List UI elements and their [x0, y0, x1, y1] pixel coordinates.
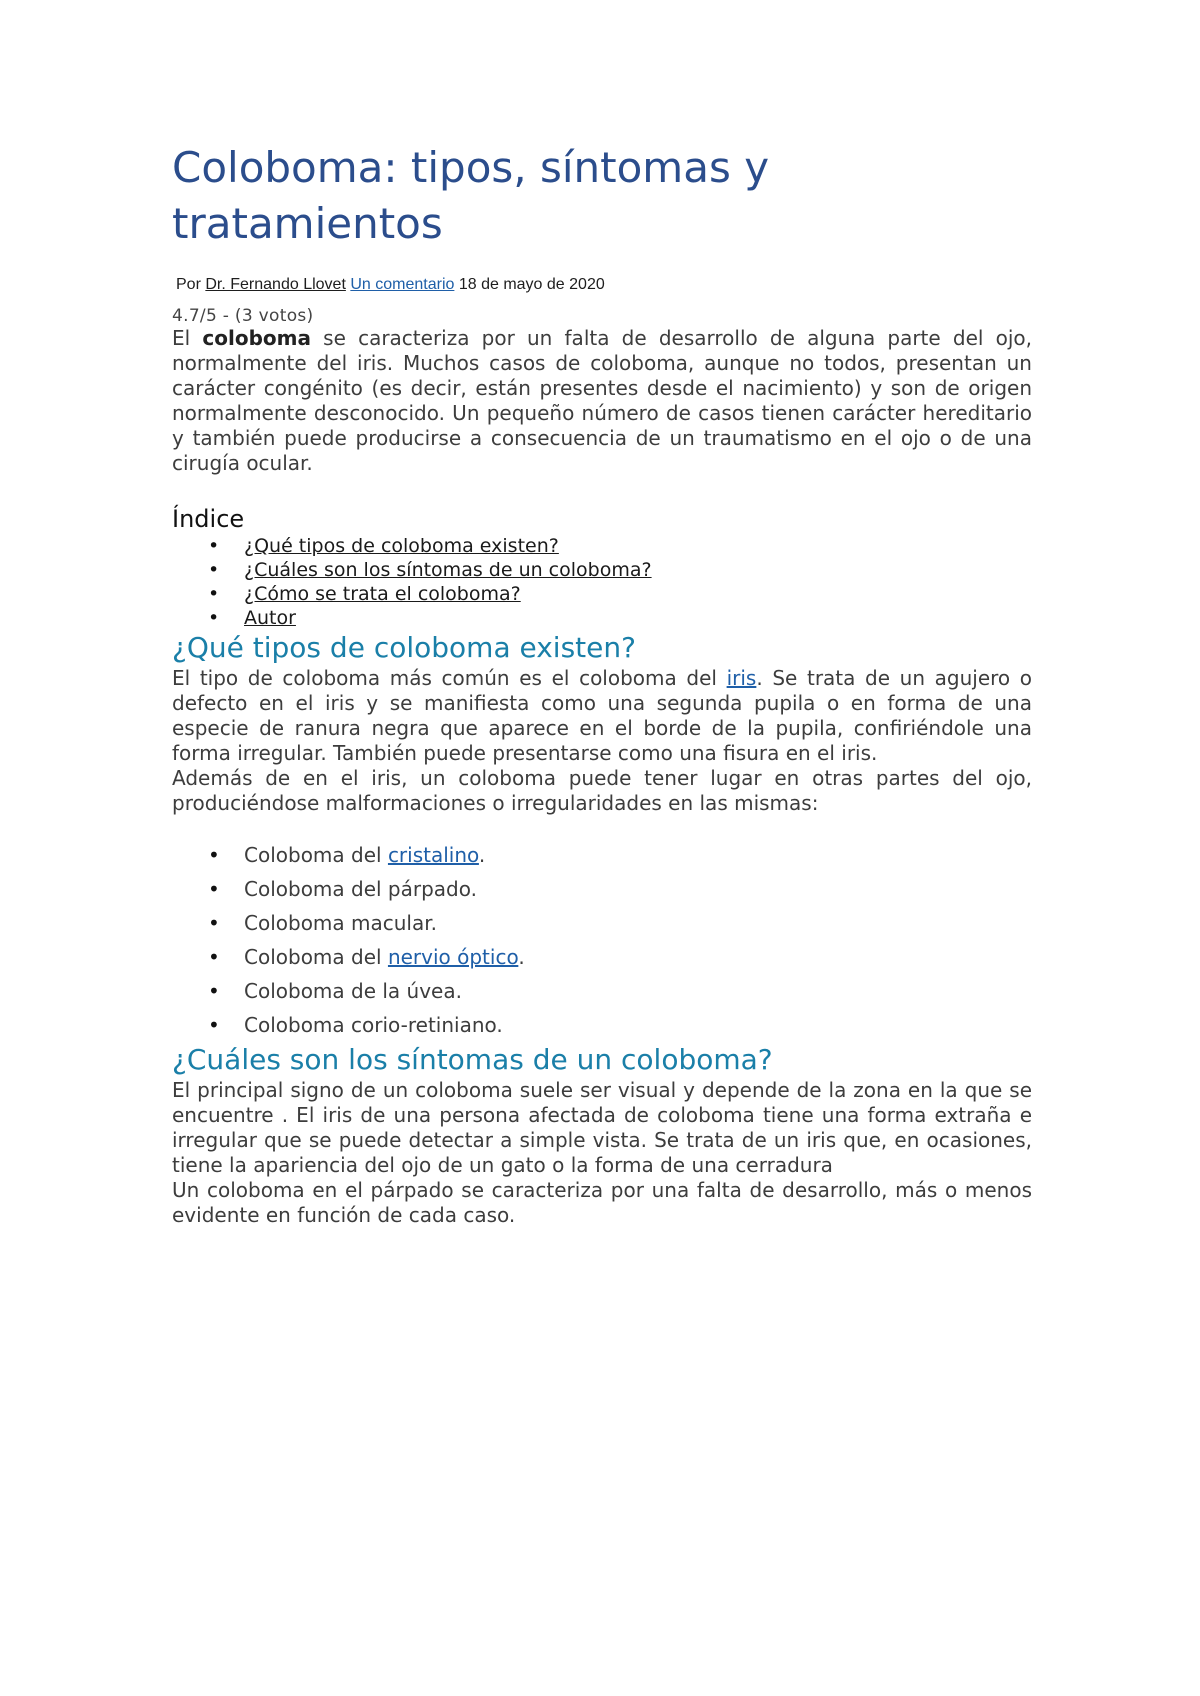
article-title: Coloboma: tipos, síntomas y tratamientos	[172, 143, 770, 248]
list-item	[244, 1008, 1032, 1042]
toc-link-tipos[interactable]: ¿Qué tipos de coloboma existen?	[244, 535, 559, 557]
intro-bold-term: coloboma	[202, 326, 311, 350]
list-item-suffix: .	[478, 843, 486, 867]
article	[172, 140, 1032, 1228]
table-of-contents	[172, 534, 1032, 630]
tipos-paragraph-2: Además de en el iris, un coloboma puede tener lugar en otras partes del ojo, produciéndose malformaciones o irregularidades en las mismas:	[172, 766, 1032, 815]
sintomas-paragraph-2: Un coloboma en el párpado se caracteriza por una falta de desarrollo, más o menos evidente en función de cada caso.	[172, 1178, 1032, 1227]
author-link[interactable]: Dr. Fernando Llovet	[205, 276, 346, 293]
by-label: Por	[176, 276, 201, 293]
toc-item	[244, 558, 1032, 582]
list-item-text: Coloboma corio-retiniano.	[244, 1013, 503, 1037]
cristalino-link[interactable]: cristalino	[387, 843, 479, 867]
toc-item	[244, 534, 1032, 558]
tipos-p1-before: El tipo de coloboma más común es el coloboma del	[172, 666, 717, 690]
toc-link-autor[interactable]: Autor	[244, 607, 296, 629]
article-meta	[176, 276, 1032, 294]
list-item-text: Coloboma del	[244, 945, 382, 969]
list-item	[244, 974, 1032, 1008]
list-item	[244, 838, 1032, 872]
section-heading-tipos: ¿Qué tipos de coloboma existen?	[172, 631, 636, 664]
toc-link-sintomas[interactable]: ¿Cuáles son los síntomas de un coloboma?	[244, 559, 652, 581]
iris-link[interactable]: iris	[726, 666, 757, 690]
intro-paragraph	[172, 326, 1032, 476]
comments-link[interactable]: Un comentario	[350, 276, 455, 293]
toc-item	[244, 606, 1032, 630]
list-item	[244, 906, 1032, 940]
list-item-text: Coloboma del párpado.	[244, 877, 477, 901]
coloboma-types-list	[172, 838, 1032, 1042]
list-item-text: Coloboma macular.	[244, 911, 437, 935]
toc-item	[244, 582, 1032, 606]
intro-lead: El	[172, 326, 191, 350]
list-item-suffix: .	[518, 945, 525, 969]
list-item-text: Coloboma de la úvea.	[244, 979, 462, 1003]
publish-date: 18 de mayo de 2020	[458, 276, 605, 293]
nervio-optico-link[interactable]: nervio óptico	[387, 945, 519, 969]
toc-link-tratamiento[interactable]: ¿Cómo se trata el coloboma?	[244, 583, 521, 605]
tipos-p1-after: . Se trata de un agujero o defecto en el iris y se manifiesta como una segunda pupila o en forma de una especie de ranura negra que aparece en el borde de la pupila, confiriéndole una forma irregular. También puede presentarse como una fisura en el iris.	[172, 666, 1033, 765]
rating-text: 4.7/5 - (3 votos)	[172, 306, 314, 326]
index-title: Índice	[172, 505, 245, 533]
intro-rest: se caracteriza por un falta de desarrollo de alguna parte del ojo, normalmente del iris. Muchos casos de coloboma, aunque no todos, presentan un carácter congénito (es decir, están presentes desde el nacimiento) y son de origen normalmente desconocido. Un pequeño número de casos tienen carácter hereditario y también puede producirse a consecuencia de un traumatismo en el ojo o de una cirugía ocular.	[172, 326, 1033, 475]
sintomas-paragraph-1: El principal signo de un coloboma suele ser visual y depende de la zona en la que se encuentre . El iris de una persona afectada de coloboma tiene una forma extraña e irregular que se puede detectar a simple vista. Se trata de un iris que, en ocasiones, tiene la apariencia del ojo de un gato o la forma de una cerradura	[172, 1078, 1032, 1177]
list-item-text: Coloboma del	[244, 843, 382, 867]
list-item	[244, 872, 1032, 906]
tipos-paragraph-1	[172, 666, 1032, 766]
list-item	[244, 940, 1032, 974]
section-heading-sintomas: ¿Cuáles son los síntomas de un coloboma?	[172, 1043, 773, 1076]
